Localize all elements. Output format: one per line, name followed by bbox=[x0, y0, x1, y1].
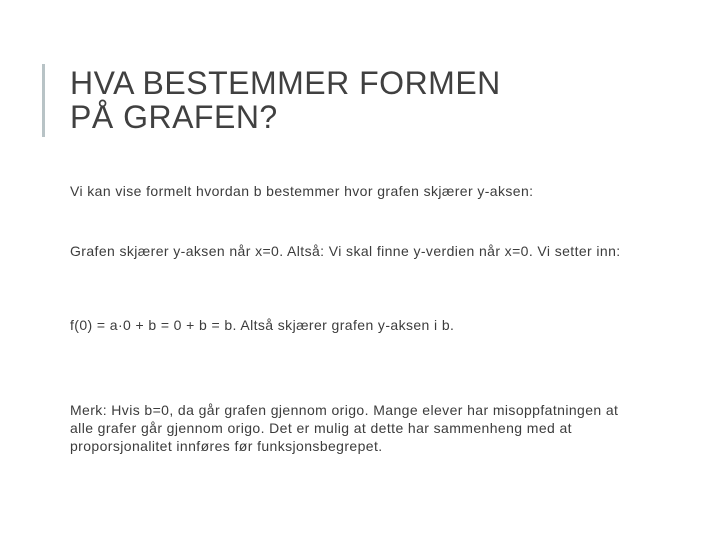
slide-title: HVA BESTEMMER FORMEN PÅ GRAFEN? bbox=[70, 65, 501, 135]
paragraph-intro: Vi kan vise formelt hvordan b bestemmer hvor grafen skjærer y-aksen: bbox=[70, 183, 534, 199]
title-accent-bar bbox=[42, 64, 45, 137]
paragraph-formula: f(0) = a·0 + b = 0 + b = b. Altså skjærer grafen y-aksen i b. bbox=[70, 317, 455, 333]
paragraph-intercept-condition: Grafen skjærer y-aksen når x=0. Altså: Vi skal finne y-verdien når x=0. Vi setter inn: bbox=[70, 243, 621, 259]
paragraph-note: Merk: Hvis b=0, da går grafen gjennom origo. Mange elever har misoppfatningen at alle grafer går gjennom origo. Det er mulig at dette har sammenheng med at proporsjonalitet innføres før funksjonsbegrepet. bbox=[70, 402, 619, 454]
